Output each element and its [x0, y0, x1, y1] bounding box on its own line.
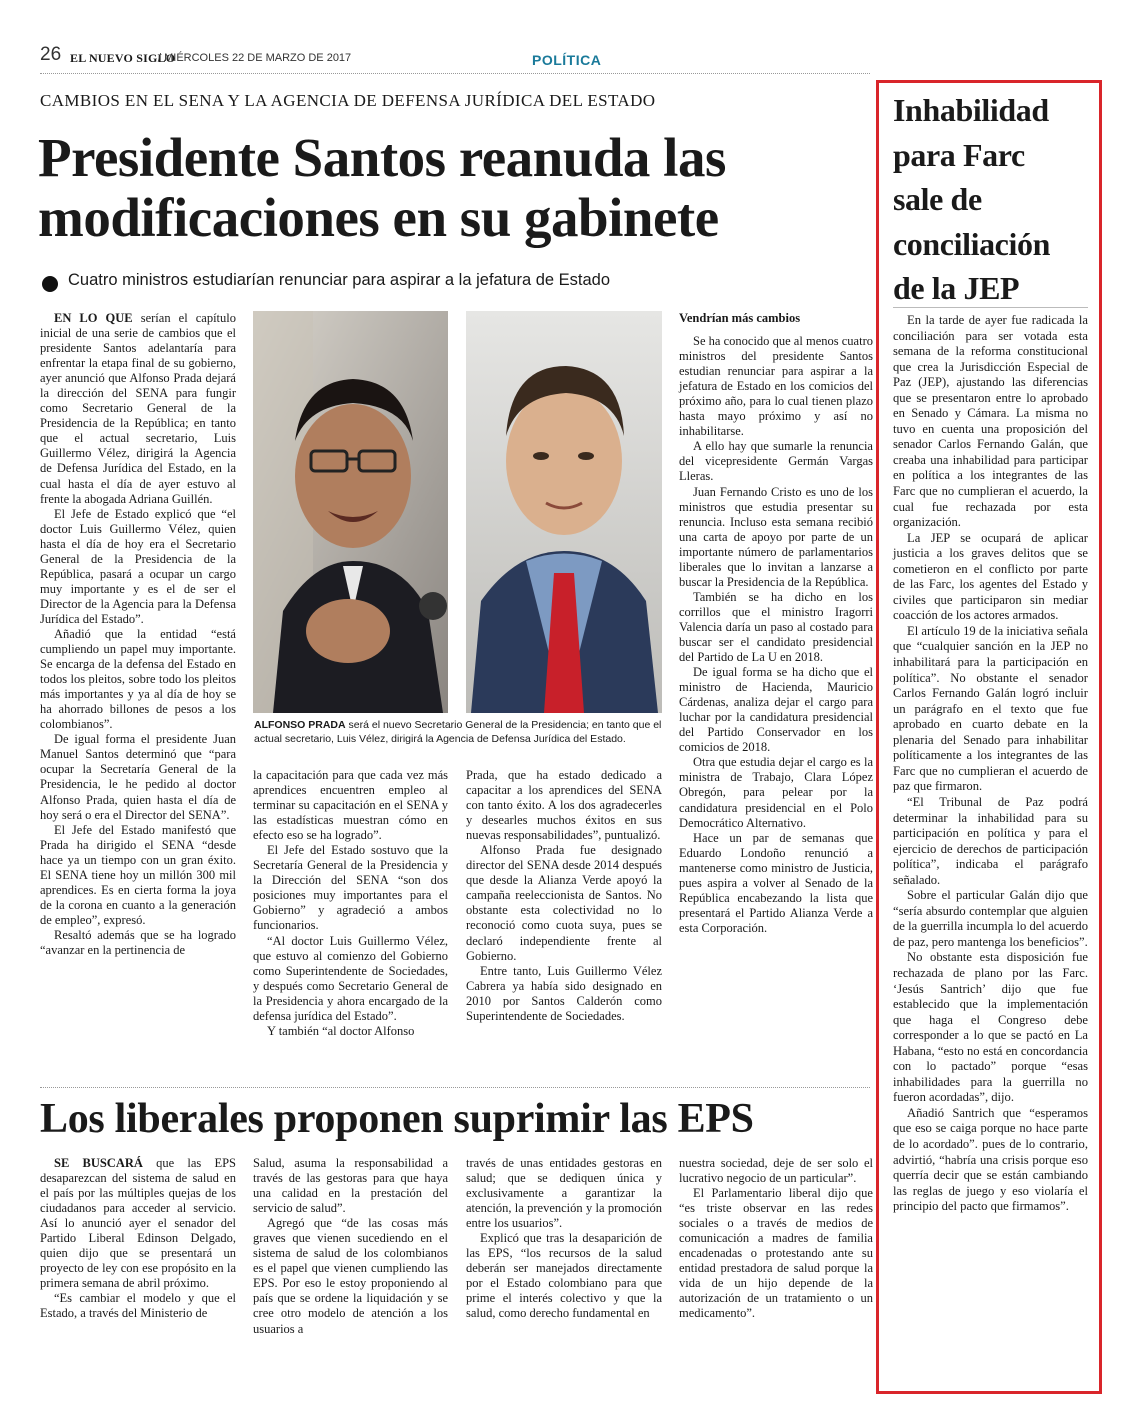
- main-col4-paragraph: También se ha dicho en los corrillos que el ministro Iragorri Valencia daría un paso al costado para buscar ser el candidato presidencial del Partido de La U en 2018.: [679, 589, 873, 665]
- main-column-2: [253, 768, 448, 1039]
- second-column-3: [466, 1156, 662, 1322]
- story-divider: [40, 1087, 870, 1088]
- publication-date: / MIÉRCOLES 22 DE MARZO DE 2017: [158, 52, 352, 64]
- sidebar-paragraph: No obstante esta disposición fue rechazada de plano por las Farc. ‘Jesús Santrich’ dijo que fue establecido que la implementación que haga el Congreso debe corresponder a lo que se pactó en La Habana, “esto no está en concordancia con lo pactado” porque “esas inhabilidades para la guerrilla no fueron acordadas”, dijo.: [893, 950, 1088, 1105]
- photo-alfonso-prada: [253, 311, 448, 713]
- second-col2-paragraph: Salud, asuma la responsabilidad a través de las gestoras para que haya una calidad en la prestación del servicio de salud”.: [253, 1156, 448, 1216]
- sidebar-paragraph: El artículo 19 de la iniciativa señala que “cualquier sanción en la JEP no inhabilitará para la participación en política”. No obstante el senador Carlos Fernando Galán logró incluir un parágrafo en el texto que fue aprobado en cuarto debate en la plenaria del Senado para inhabilitar políticamente a los integrantes de las Farc que no cumplieran el acuerdo de paz que firmaron.: [893, 623, 1088, 794]
- second-col2-paragraph: Agregó que “de las cosas más graves que vienen sucediendo en el sistema de salud de los colombianos es el papel que vienen cumpliendo las EPS. Por eso le estoy proponiendo al país que se ordene la liquidación y se cree otro modelo de atención a los usuarios a: [253, 1216, 448, 1336]
- main-col4-paragraph: Otra que estudia dejar el cargo es la ministra de Trabajo, Clara López Obregón, para pelear por la candidatura presidencial en el Polo Democrático Alternativo.: [679, 755, 873, 830]
- second-col1-paragraph: “Es cambiar el modelo y que el Estado, a través del Ministerio de: [40, 1291, 236, 1321]
- photo-caption: [254, 719, 662, 746]
- main-headline-line1: Presidente Santos reanuda las: [38, 127, 726, 188]
- main-col4-paragraph: Juan Fernando Cristo es uno de los ministros que estudia presentar su renuncia. Incluso esta semana recibió una carta de apoyo por parte de un importante número de parlamentarios liberales que lo invitan a lanzarse a buscar la Presidencia de la República.: [679, 484, 873, 589]
- main-col1-paragraph: El Jefe del Estado manifestó que Prada ha dirigido el SENA “desde hace ya un tiempo con un gran éxito. El SENA tiene hoy un millón 300 mil aprendices. Es en cierta forma la joya de la corona en cuanto a la generación de empleo”, expresó.: [40, 822, 236, 927]
- main-col3-paragraph: Entre tanto, Luis Guillermo Vélez Cabrera ya había sido designado en 2010 por Santos Calderón como Superintendente de Sociedades.: [466, 963, 662, 1023]
- photo-luis-guillermo-velez-image: [466, 311, 662, 713]
- main-headline-line2: modificaciones en su gabinete: [38, 187, 719, 248]
- main-col2-paragraph: la capacitación para que cada vez más aprendices encuentren empleo al terminar su capacitación en el SENA y las estadísticas muestran cómo en efecto eso se ha logrado”.: [253, 768, 448, 843]
- sidebar-headline-line: sale de: [893, 181, 982, 217]
- caption-text: será el nuevo Secretario General de la Presidencia; en tanto que el actual secretario, Luis Vélez, dirigirá la Agencia de Defensa Jurídica del Estado.: [254, 719, 662, 745]
- main-col1-paragraph: Añadió que la entidad “está cumpliendo un papel muy importante. Se encarga de la defensa del Estado en todos los pleitos, sobre todo los pleitos más importantes y ya al día de hoy se ha ahorrado billones de pesos a los colombianos”.: [40, 626, 236, 732]
- main-subhead: Cuatro ministros estudiarían renunciar para aspirar a la jefatura de Estado: [68, 271, 611, 289]
- main-col1-paragraph: EN LO QUE serían el capítulo inicial de una serie de cambios que el presidente Santos adelantaría para enfrentar la etapa final de su gobierno, ayer anunció que Alfonso Prada dejará la dirección del SENA para fungir como Secretario General de la Presidencia de la República; en tanto que el actual secretario, Luis Guillermo Vélez, dirigirá la Agencia de Defensa Jurídica del Estado, en la cual hasta el día de ayer estuvo al frente la abogada Adriana Guillén.: [40, 311, 237, 506]
- second-col4-paragraph: nuestra sociedad, deje de ser solo el lucrativo negocio de un particular”.: [679, 1156, 873, 1186]
- sidebar-paragraph: Añadió Santrich que “esperamos que eso se caiga porque no hace parte de lo acordado”. pues de lo contrario, advirtió, “habría una crisis porque eso querría decir que se están cambiando las reglas de juego y eso violaría el principio del pacto que firmamos”.: [893, 1105, 1088, 1214]
- second-headline: Los liberales proponen suprimir las EPS: [40, 1096, 754, 1142]
- sidebar-headline-line: Inhabilidad: [893, 92, 1049, 128]
- main-column-4: [679, 311, 873, 936]
- main-col3-paragraph: Prada, que ha estado dedicado a capacitar a los aprendices del SENA con tanto éxito. A los dos agradecerles y desearles muchos éxitos en sus nuevas responsabilidades”, puntualizó.: [466, 768, 662, 843]
- sidebar-headline-line: de la JEP: [893, 270, 1020, 306]
- sidebar-headline: [893, 88, 1088, 311]
- sidebar-paragraph: “El Tribunal de Paz podrá determinar la inhabilidad para su participación en política y para el ejercicio de derechos de participación política”, indicaba el parágrafo señalado.: [893, 794, 1088, 887]
- main-col1-paragraph: El Jefe de Estado explicó que “el doctor Luis Guillermo Vélez, quien hasta el día de hoy era el Secretario General de la Presidencia de la República, pasará a ocupar un cargo muy importante y es el de ser el Director de la Agencia para la Defensa Jurídica del Estado”.: [40, 506, 236, 626]
- main-column-1: [40, 311, 236, 958]
- main-col2-paragraph: Y también “al doctor Alfonso: [267, 1023, 415, 1038]
- main-col4-paragraph: Hace un par de semanas que Eduardo Londoño renunció a mantenerse como ministro de Justicia, pues aspira a volver al Senado de la República encabezando la lista que presentará el Partido Alianza Verde a esta Corporación.: [679, 830, 873, 935]
- main-col2-paragraph: “Al doctor Luis Guillermo Vélez, que estuvo al comienzo del Gobierno como Superintendente de Sociedades, y después como Secretario General de la Presidencia y ahora encargado de la defensa jurídica del Estado”.: [253, 933, 448, 1023]
- photo-alfonso-prada-image: [253, 311, 448, 713]
- second-col1-paragraph: SE BUSCARÁ que las EPS desaparezcan del sistema de salud en el país por las múltiples quejas de los ciudadanos para acceder al servicio. Así lo anunció ayer el senador del Partido Liberal Edinson Delgado, quien dijo que se presentará un proyecto de ley con ese propósito en la primera semana de abril próximo.: [40, 1156, 236, 1291]
- photo-luis-guillermo-velez: [466, 311, 662, 713]
- section-label: POLÍTICA: [532, 52, 602, 68]
- main-col3-paragraph: Alfonso Prada fue designado director del SENA desde 2014 después que desde la Alianza Verde apoyó la campaña reeleccionista de Santos. No obstante esta colectividad no lo reconoció como cuota suya, pues se declaró independiente frente al Gobierno.: [466, 843, 662, 963]
- page-number: 26: [40, 44, 62, 65]
- second-column-2: [253, 1156, 448, 1337]
- second-column-1: [40, 1156, 236, 1322]
- main-col1-paragraph: Resaltó además que se ha logrado “avanzar en la pertinencia de: [40, 927, 236, 957]
- subhead-bullet-icon: [42, 276, 58, 292]
- sidebar-paragraph: Sobre el particular Galán dijo que “sería absurdo contemplar que alguien de la guerrilla incumpla lo del acuerdo de paz, pero mantenga los beneficios”.: [893, 888, 1088, 949]
- main-kicker: CAMBIOS EN EL SENA Y LA AGENCIA DE DEFENSA JURÍDICA DEL ESTADO: [40, 91, 656, 110]
- second-col4-paragraph: El Parlamentario liberal dijo que “es triste observar en las redes sociales o a través de medios de comunicación a madres de familia encadenadas o protestando ante su entidad prestadora de salud porque la vida de un hijo depende de la autorización de un tratamiento o un medicamento”.: [679, 1186, 873, 1321]
- main-col4-paragraph: De igual forma se ha dicho que el ministro de Hacienda, Mauricio Cárdenas, analiza dejar el cargo para luchar por la candidatura presidencial del Partido Conservador en los comicios de 2018.: [679, 665, 873, 755]
- newspaper-name: EL NUEVO SIGLO: [70, 51, 176, 65]
- main-col1-lead: EN LO QUE: [54, 311, 133, 325]
- second-col3-paragraph: través de unas entidades gestoras en salud; que se dediquen única y exclusivamente a garantizar la atención, la prevención y la promoción entre los usuarios”.: [466, 1156, 662, 1231]
- sidebar-paragraph: La JEP se ocupará de aplicar justicia a los graves delitos que se cometieron en el conflicto por parte de las Farc, los agentes del Estado y civiles que participaron sin mediar coacción de los actores armados.: [893, 530, 1088, 623]
- main-column-3: [466, 768, 662, 1024]
- sidebar-divider: [893, 307, 1088, 308]
- sidebar-headline-line: para Farc: [893, 136, 1025, 173]
- sidebar-body: [893, 313, 1088, 1215]
- main-col4-paragraph: Se ha conocido que al menos cuatro ministros del presidente Santos estudian renunciar para aspirar a la jefatura de Estado en los comicios del próximo año, para lo cual tienen plazo hasta mayo próximo y así no inhabilitarse.: [679, 334, 873, 439]
- main-col4-subhead: Vendrían más cambios: [679, 311, 801, 325]
- second-col1-lead: SE BUSCARÁ: [54, 1156, 143, 1170]
- main-col1-paragraph: De igual forma el presidente Juan Manuel Santos determinó que “para ocupar la Secretaría General de la Presidencia, le he pedido al doctor Alfonso Prada, quien hasta el día de hoy será o era el Director del SENA”.: [40, 732, 236, 822]
- caption-lead: ALFONSO PRADA: [254, 719, 346, 731]
- main-headline: [38, 128, 858, 248]
- main-col2-paragraph: El Jefe del Estado sostuvo que la Secretaría General de la Presidencia y la Dirección del SENA “son dos posiciones muy importantes para el Gobierno” y agradeció a ambos funcionarios.: [253, 843, 448, 933]
- sidebar-paragraph: En la tarde de ayer fue radicada la conciliación para ser votada esta semana de la reforma constitucional que crea la Jurisdicción Especial de Paz (JEP), ajustando las diferencias que se presentaron entre lo aprobado en Senado y Cámara. La misma no tuvo en cuenta una proposición del senador Carlos Fernando Galán, que creaba una inhabilidad para participar en política a los integrantes de las Farc que no cumplieran el acuerdo, la cual fue rechazada por esta organización.: [893, 313, 1088, 530]
- header-divider: [40, 73, 870, 74]
- second-col3-paragraph: Explicó que tras la desaparición de las EPS, “los recursos de la salud deberán ser manejados directamente por el Estado colombiano para que prime el interés colectivo y que la salud, como derecho fundamental en: [466, 1231, 662, 1321]
- second-column-4: [679, 1156, 873, 1322]
- main-col4-paragraph: A ello hay que sumarle la renuncia del vicepresidente Germán Vargas Lleras.: [679, 439, 873, 484]
- sidebar-headline-line: conciliación: [893, 225, 1050, 262]
